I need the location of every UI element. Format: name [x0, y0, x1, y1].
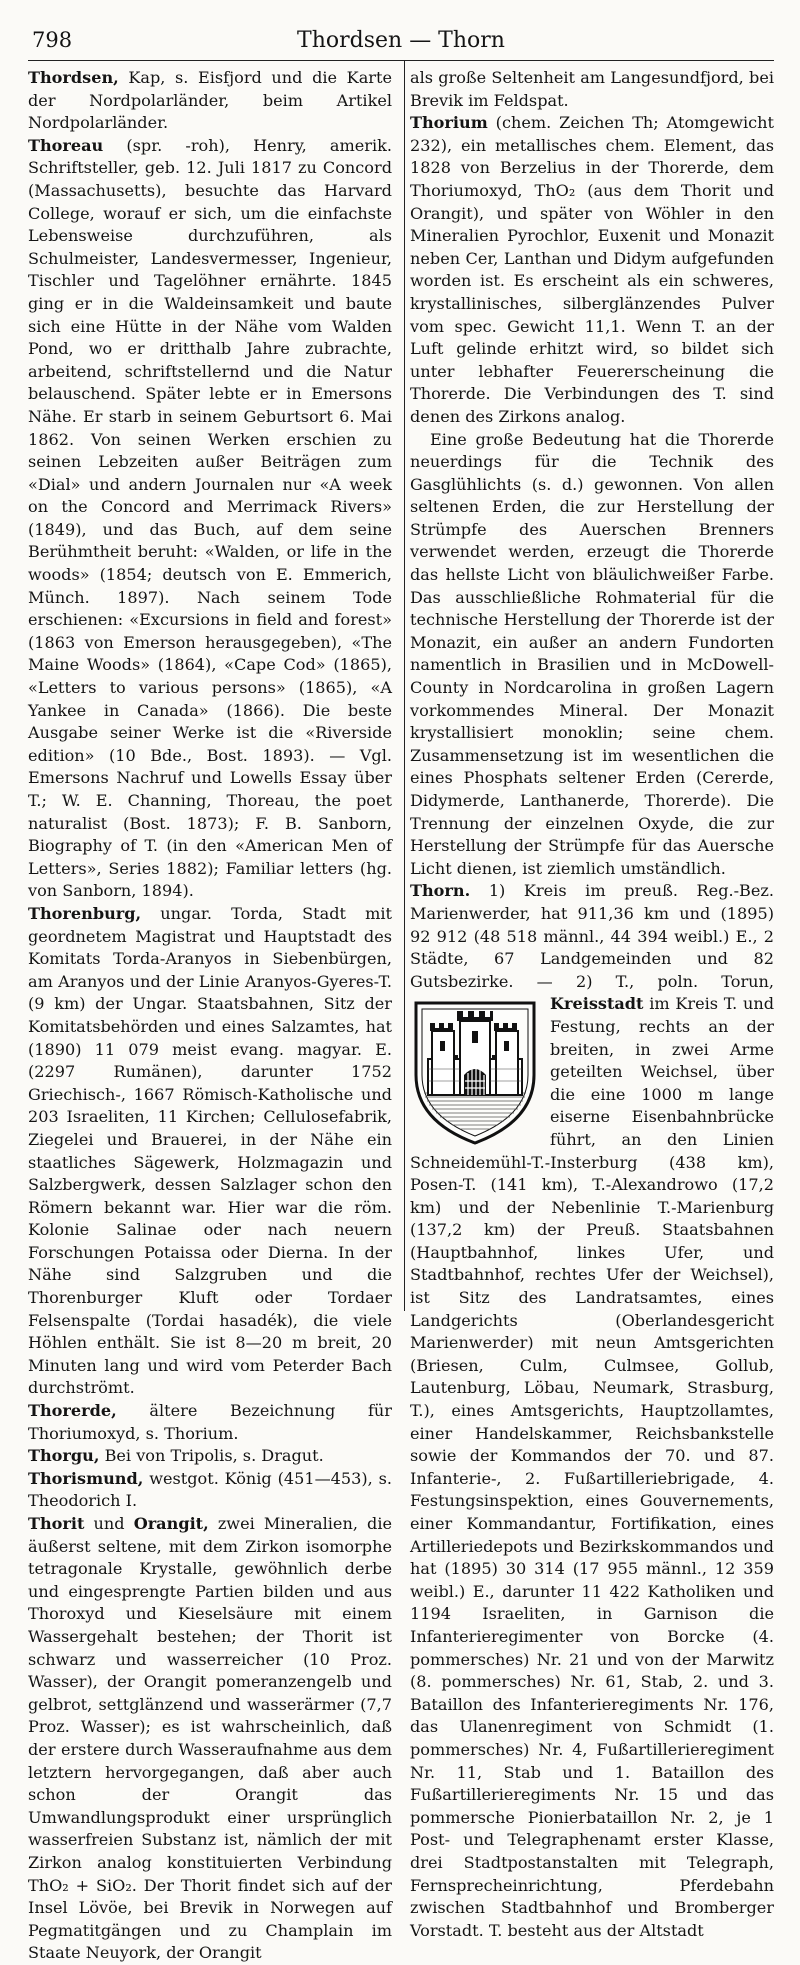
entry-text: ältere Bezeichnung für Thoriumoxyd, s. Thorium. [28, 1401, 392, 1443]
left-column [28, 67, 401, 1965]
two-column-body [28, 67, 774, 1965]
headword: Thorerde, [28, 1401, 117, 1421]
entry-thorn [410, 880, 774, 1942]
headword: Thorenburg, [28, 903, 142, 923]
entry-thorenburg [28, 903, 392, 1400]
kreisstadt-label: Kreisstadt [550, 994, 644, 1014]
entry-thorismund [28, 1468, 392, 1513]
entry-text: ungar. Torda, Stadt mit geordnetem Magistrat und Hauptstadt des Komitats Torda-Aranyos in Siebenbürgen, am Aranyos und der Linie Aranyos-Gyeres-T. (9 km) der Ungar. Staatsbahnen, Sitz der Komitatsbehörden und eines Salzamtes, hat (1890) 11 079 meist evang. magyar. E. (2297 Rumänen), darunter 1752 Griechisch-, 1667 Römisch-Katholische und 203 Israeliten, 11 Kirchen; Cellulosefabrik, Ziegelei und Brauerei, in der Nähe ein staatliches Sägewerk, Holzmagazin und Salzbergwerk, dessen Salzlager schon den Römern bekannt war. Hier war die röm. Kolonie Salinae oder nach neuern Forschungen Potaissa oder Dierna. In der Nähe sind Salzgruben und die Thorenburger Kluft oder Tordaer Felsenspalte (Tordai hasadék), die viele Höhlen enthält. Sie ist 8—20 m breit, 20 Minuten lang und wird vom Peterder Bach durchströmt. [28, 903, 392, 1398]
headword: Thorium [410, 113, 488, 133]
entry-text: 1) Kreis im preuß. Reg.-Bez. Marienwerder, hat 911,36 km und (1895) 92 912 (48 518 männl., 44 394 weibl.) E., 2 Städte, 67 Landgemeinden und 82 Gutsbezirke. — 2) T., poln. Torun, [410, 881, 774, 991]
column-divider [404, 61, 405, 1311]
entry-thorium-paragraph-2: Eine große Bedeutung hat die Thorerde neuerdings für die Technik des Gasglühlichts (s. d.) gewonnen. Von allen seltenen Erden, die zur Herstellung der Strümpfe des Auerschen Brenners verwendet werden, erzeugt die Thorerde das hellste Licht von bläulichweißer Farbe. Das ausschließliche Rohmaterial für die technische Herstellung der Thorerde ist der Monazit, ein außer an andern Fundorten namentlich in Brasilien und in McDowell-County in Nordcarolina in großen Lagern vorkommendes Mineral. Der Monazit krystallisiert monoklin; seine chem. Zusammensetzung ist im wesentlichen die eines Phosphats seltener Erden (Cererde, Didymerde, Lanthanerde, Thorerde). Die Trennung der einzelnen Oxyde, die zur Herstellung der Strümpfe für das Auersche Licht dienen, ist ziemlich umständlich. [410, 429, 774, 878]
entry-text: Kap, s. Eisfjord und die Karte der Nordpolarländer, beim Artikel Nordpolarländer. [28, 68, 392, 133]
entry-thordsen [28, 67, 392, 135]
entry-text: westgot. König (451—453), s. Theodorich I. [28, 1468, 392, 1511]
page-number: 798 [32, 28, 73, 52]
headword: Thorismund, [28, 1468, 144, 1488]
entry-text: zwei Mineralien, die äußerst seltene, mit dem Zirkon isomorphe tetragonale Krystalle, gewöhnlich derbe und eingesprengte Partien bilden und aus Thoroxyd und Kieselsäure mit einem Wassergehalt bestehen; der Thorit ist schwarz und wasserreicher (10 Proz. Wasser), der Orangit pomeranzengelb und gelbrot, settglänzend und wasserärmer (7,7 Proz. Wasser); es ist wahrscheinlich, daß der erstere durch Wasseraufnahme aus dem letztern hervorgegangen, daß aber auch schon der Orangit das Umwandlungsprodukt einer ursprünglich wasserfreien Substanz ist, nämlich der mit Zirkon analog konstituierten Verbindung ThO₂ + SiO₂. Der Thorit findet sich auf der Insel Lövöe, bei Brevik in Norwegen auf Pegmatitgängen und zu Champlain im Staate Neuyork, der Orangit [28, 1514, 392, 1963]
thorn-coat-of-arms [410, 997, 540, 1147]
entry-text: (spr. -roh), Henry, amerik. Schriftsteller, geb. 12. Juli 1817 zu Concord (Massachusetts), besuchte das Harvard College, worauf er sich, um die einfachste Lebensweise durchzuführen, als Schulmeister, Landesvermesser, Ingenieur, Tischler und Tagelöhner ernährte. 1845 ging er in die Waldeinsamkeit und baute sich eine Hütte in der Nähe vom Walden Pond, wo er dritthalb Jahre zubrachte, arbeitend, schriftstellernd und die Natur belauschend. Später lebte er in Emersons Nähe. Er starb in seinem Geburtsort 6. Mai 1862. Von seinen Werken erschien zu seinen Lebzeiten außer Beiträgen zum «Dial» und andern Journalen nur «A week on the Concord and Merrimack Rivers» (1849), und das Buch, auf dem seine Berühmtheit beruht: «Walden, or life in the woods» (1854; deutsch von E. Emmerich, Münch. 1897). Nach seinem Tode erschienen: «Excursions in field and forest» (1863 von Emerson herausgegeben), «The Maine Woods» (1864), «Cape Cod» (1865), «Letters to various persons» (1865), «A Yankee in Canada» (1866). Die beste Ausgabe seiner Werke ist die «Riverside edition» (10 Bde., Bost. 1893). — Vgl. Emersons Nachruf und Lowells Essay über T.; W. E. Channing, Thoreau, the poet naturalist (Bost. 1873); F. B. Sanborn, Biography of T. (in den «American Men of Letters», Series 1882); Familiar letters (hg. von Sanborn, 1894). [28, 135, 392, 901]
entry-text: Bei von Tripolis, s. Dragut. [104, 1446, 324, 1466]
right-column [401, 67, 774, 1965]
entry-text: (chem. Zeichen Th; Atomgewicht 232), ein metallisches chem. Element, das 1828 von Berzelius in der Thorerde, dem Thoriumoxyd, ThO₂ (aus dem Thorit und Orangit), und später von Wöhler in den Mineralien Pyrochlor, Euxenit und Monazit neben Cer, Lanthan und Didym aufgefunden worden ist. Es erscheint als ein schweres, krystallinisches, silberglänzendes Pulver vom spec. Gewicht 11,1. Wenn T. an der Luft gelinde erhitzt wird, so bildet sich unter lebhafter Feuererscheinung die Thorerde. Die Verbindungen des T. sind denen des Zirkons analog. [410, 113, 774, 426]
connector: und [93, 1514, 125, 1533]
page-header [28, 26, 774, 61]
continued-text: als große Seltenheit am Langesundfjord, bei Brevik im Feldspat. [410, 68, 774, 110]
headword-2: Orangit, [133, 1514, 209, 1533]
coat-of-arms-illustration [410, 997, 540, 1147]
headword: Thorit [28, 1514, 85, 1533]
entry-thorit [28, 1513, 392, 1965]
running-head: Thordsen — Thorn [297, 28, 505, 53]
entry-thorerde [28, 1400, 392, 1445]
headword: Thorgu, [28, 1446, 100, 1466]
entry-thoreau [28, 135, 392, 903]
entry-thorium [410, 112, 774, 428]
headword: Thorn. [410, 881, 471, 901]
entry-thorgu [28, 1445, 392, 1468]
entry-text-continued: im Kreis T. und Festung, rechts an der breiten, in zwei Arme geteilten Weichsel, über die eine 1000 m lange eiserne Eisenbahnbrücke führt, an den Linien Schneidemühl-T.-Insterburg (438 km), Posen-T. (141 km), T.-Alexandrowo (17,2 km) und der Nebenlinie T.-Marienburg (137,2 km) der Preuß. Staatsbahnen (Hauptbahnhof, linkes Ufer, und Stadtbahnhof, rechtes Ufer der Weichsel), ist Sitz des Landratsamtes, eines Landgerichts (Oberlandesgericht Marienwerder) mit neun Amtsgerichten (Briesen, Culm, Culmsee, Gollub, Lautenburg, Löbau, Neumark, Strasburg, T.), eines Amtsgerichts, Hauptzollamtes, einer Handelskammer, Reichsbankstelle sowie der Kommandos der 70. und 87. Infanterie-, 2. Fußartilleriebrigade, 4. Festungsinspektion, eines Gouvernements, einer Kommandantur, Fortifikation, eines Artilleriedepots und Bezirkskommandos und hat (1895) 30 314 (17 955 männl., 12 359 weibl.) E., darunter 11 422 Katholiken und 1194 Israeliten, in Garnison die Infanterieregimenter von Borcke (4. pommersches) Nr. 21 und von der Marwitz (8. pommersches) Nr. 61, Stab, 2. und 3. Bataillon des Infanterieregiments Nr. 176, das Ulanenregiment von Schmidt (1. pommersches) Nr. 4, Fußartillerieregiment Nr. 11, Stab und 1. Bataillon des Fußartillerieregiments Nr. 15 und das pommersche Pionierbataillon Nr. 2, je 1 Post- und Telegraphenamt erster Klasse, drei Stadtpostanstalten mit Telegraph, Fernsprecheinrichtung, Pferdebahn zwischen Stadtbahnhof und Bromberger Vorstadt. T. besteht aus der Altstadt [410, 994, 774, 1940]
headword: Thoreau [28, 135, 104, 155]
headword: Thordsen, [28, 68, 119, 87]
